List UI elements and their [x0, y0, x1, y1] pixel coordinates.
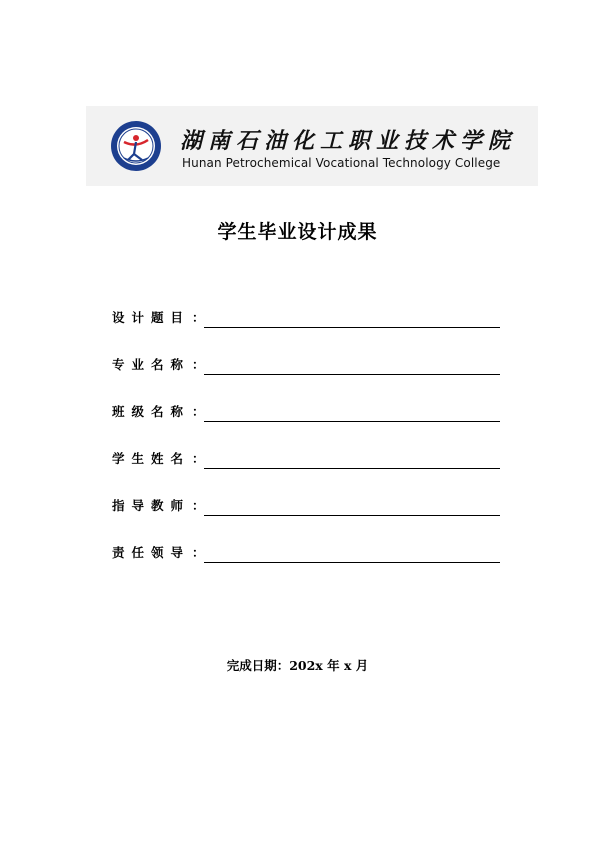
field-advisor	[112, 494, 502, 516]
field-colon: ：	[192, 357, 205, 372]
field-underline[interactable]	[204, 421, 500, 422]
field-colon: ：	[192, 404, 205, 419]
field-label: 设计题目	[112, 310, 191, 325]
field-underline[interactable]	[204, 468, 500, 469]
field-colon: ：	[192, 451, 205, 466]
field-underline[interactable]	[204, 515, 500, 516]
field-underline[interactable]	[204, 562, 500, 563]
field-label: 指导教师	[112, 498, 191, 513]
field-label: 专业名称	[112, 357, 191, 372]
field-colon: ：	[192, 545, 205, 560]
field-responsible-leader	[112, 541, 502, 563]
field-class-name	[112, 400, 502, 422]
school-banner	[86, 106, 538, 186]
completion-month: x	[343, 658, 352, 673]
document-title: 学生毕业设计成果	[217, 221, 378, 243]
school-seal-icon	[110, 120, 162, 172]
completion-year: 202x	[289, 658, 323, 673]
completion-date-label: 完成日期：	[226, 658, 290, 673]
field-label: 责任领导	[112, 545, 191, 560]
field-student-name	[112, 447, 502, 469]
field-colon: ：	[192, 310, 205, 325]
school-name-english: Hunan Petrochemical Vocational Technology College	[182, 156, 501, 170]
field-underline[interactable]	[204, 374, 500, 375]
field-underline[interactable]	[204, 327, 500, 328]
field-label: 学生姓名	[112, 451, 191, 466]
completion-year-unit: 年	[327, 658, 340, 673]
field-design-topic	[112, 306, 502, 328]
school-name-chinese: 湖南石油化工职业技术学院	[180, 128, 517, 154]
field-label: 班级名称	[112, 404, 191, 419]
completion-month-unit: 月	[355, 658, 369, 673]
completion-date	[0, 656, 595, 674]
field-colon: ：	[192, 498, 205, 513]
field-major-name	[112, 353, 502, 375]
